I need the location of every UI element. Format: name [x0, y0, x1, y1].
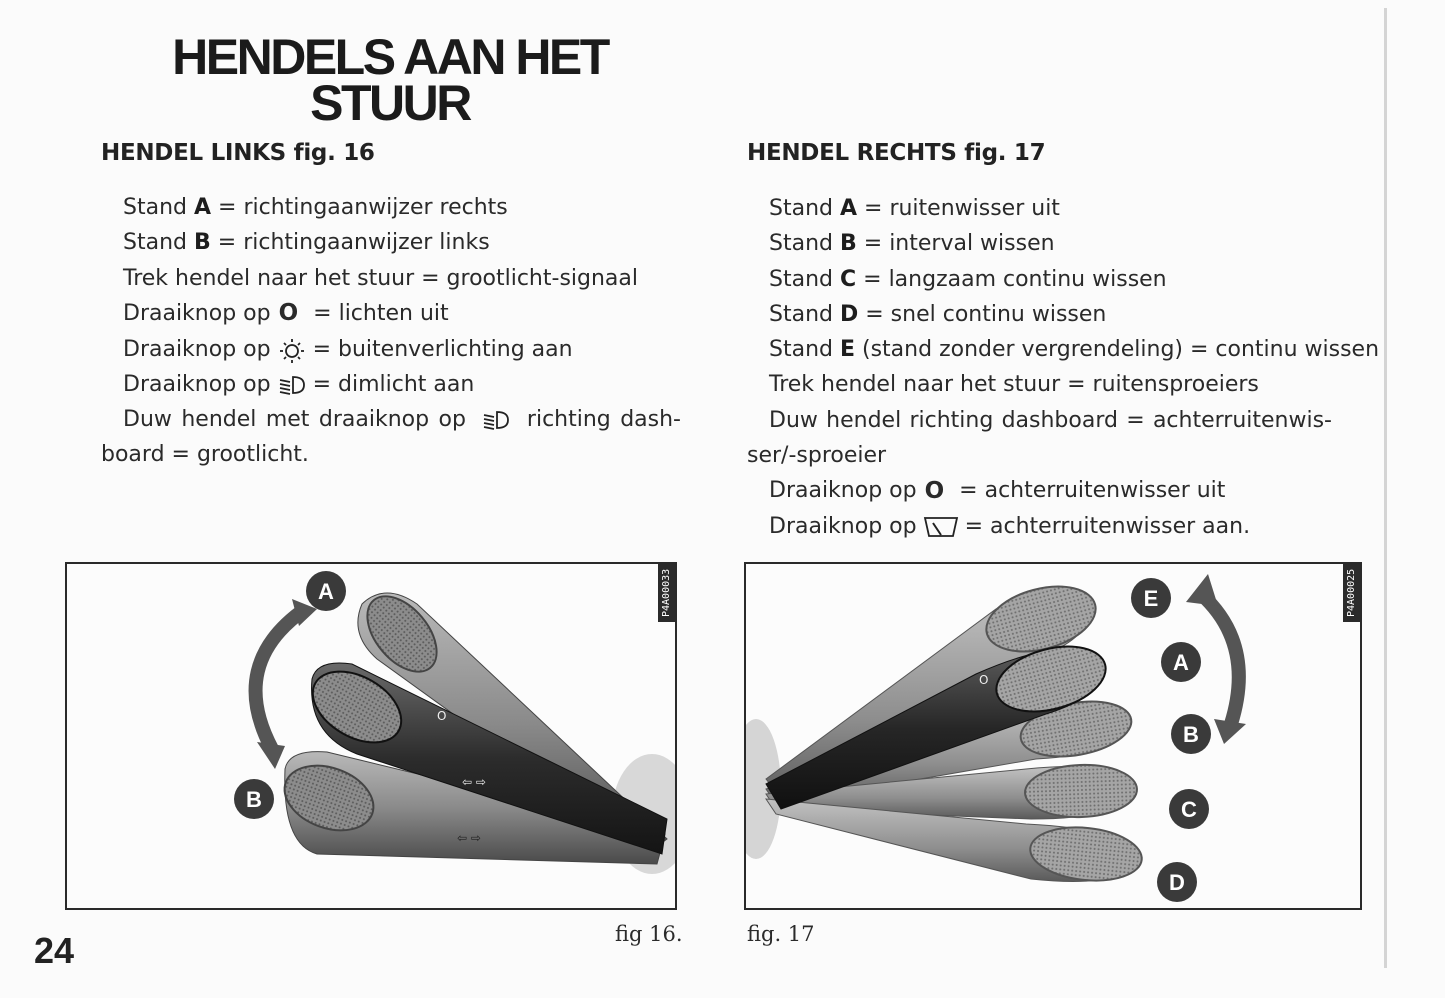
list-item: Stand D = snel continu wissen	[769, 301, 1107, 327]
right-section-heading: HENDEL RECHTS fig. 17	[747, 140, 1046, 166]
label-e	[1131, 578, 1171, 618]
svg-text:A: A	[1173, 650, 1189, 675]
list-item: Stand A = richtingaanwijzer rechts	[123, 195, 508, 220]
off-symbol: O	[278, 300, 299, 327]
left-lever-illustration	[67, 564, 675, 908]
list-item: Duw hendel met draaiknop op richting dash-	[123, 407, 681, 433]
dipped-beam-icon	[277, 374, 307, 396]
off-icon: O	[437, 709, 447, 723]
list-item: Trek hendel naar het stuur = grootlicht-signaal	[123, 265, 639, 291]
turn-indicator-icon: ⇦ ⇨	[457, 831, 481, 845]
list-item: Stand A = ruitenwisser uit	[769, 196, 1060, 221]
off-symbol: O	[924, 477, 945, 504]
list-item: Draaiknop op = achterruitenwisser aan.	[769, 514, 1251, 540]
svg-text:D: D	[1169, 870, 1185, 895]
list-item: Draaiknop op = buitenverlichting aan	[123, 336, 573, 362]
list-item: Duw hendel richting dashboard = achterruitenwis-	[769, 407, 1332, 433]
exterior-lights-icon	[277, 337, 307, 363]
off-icon: O	[979, 673, 989, 687]
list-item: Draaiknop op O = achterruitenwisser uit	[747, 473, 1332, 509]
list-item: Stand B = richtingaanwijzer links	[123, 230, 490, 256]
figure-16-left-lever	[65, 562, 677, 910]
dipped-beam-icon	[481, 409, 511, 431]
figure-code: P4A00025	[1343, 564, 1360, 622]
figure-17-caption: fig. 17	[747, 922, 815, 946]
label-d	[1157, 862, 1197, 902]
figure-17-right-lever	[744, 562, 1362, 910]
turn-indicator-icon: ⇦ ⇨	[462, 775, 486, 789]
list-item: Trek hendel naar het stuur = ruitensproeiers	[769, 372, 1259, 398]
figure-16-caption: fig 16.	[615, 922, 683, 946]
right-lever-functions	[747, 191, 1380, 544]
label-b	[1171, 714, 1211, 754]
page-number: 24	[34, 930, 75, 971]
label-a	[1161, 642, 1201, 682]
svg-text:B: B	[1183, 722, 1199, 747]
list-item: Stand B = interval wissen	[769, 231, 1055, 257]
list-item: board = grootlicht.	[101, 442, 309, 468]
right-lever-illustration	[746, 564, 1360, 908]
svg-text:C: C	[1181, 797, 1197, 822]
page-title: HENDELS AAN HET STUUR	[172, 29, 608, 131]
list-item: Draaiknop op O = lichten uit	[101, 296, 681, 332]
svg-text:A: A	[318, 579, 334, 604]
left-lever-functions	[101, 190, 681, 473]
movement-arrow	[256, 609, 305, 749]
figure-code: P4A00033	[658, 564, 675, 622]
label-b	[234, 779, 274, 819]
list-item: Stand E (stand zonder vergrendeling) = continu wissen	[769, 337, 1380, 363]
page-edge-rule	[1384, 8, 1387, 968]
movement-arrow	[1201, 594, 1239, 724]
svg-text:B: B	[246, 787, 262, 812]
left-section-heading: HENDEL LINKS fig. 16	[101, 140, 375, 166]
label-c	[1169, 789, 1209, 829]
list-item: Stand C = langzaam continu wissen	[769, 266, 1167, 292]
list-item: ser/-sproeier	[747, 443, 887, 469]
list-item: Draaiknop op = dimlicht aan	[123, 371, 475, 397]
svg-text:E: E	[1143, 586, 1159, 611]
rear-wiper-icon	[923, 515, 959, 539]
label-a	[306, 571, 346, 611]
